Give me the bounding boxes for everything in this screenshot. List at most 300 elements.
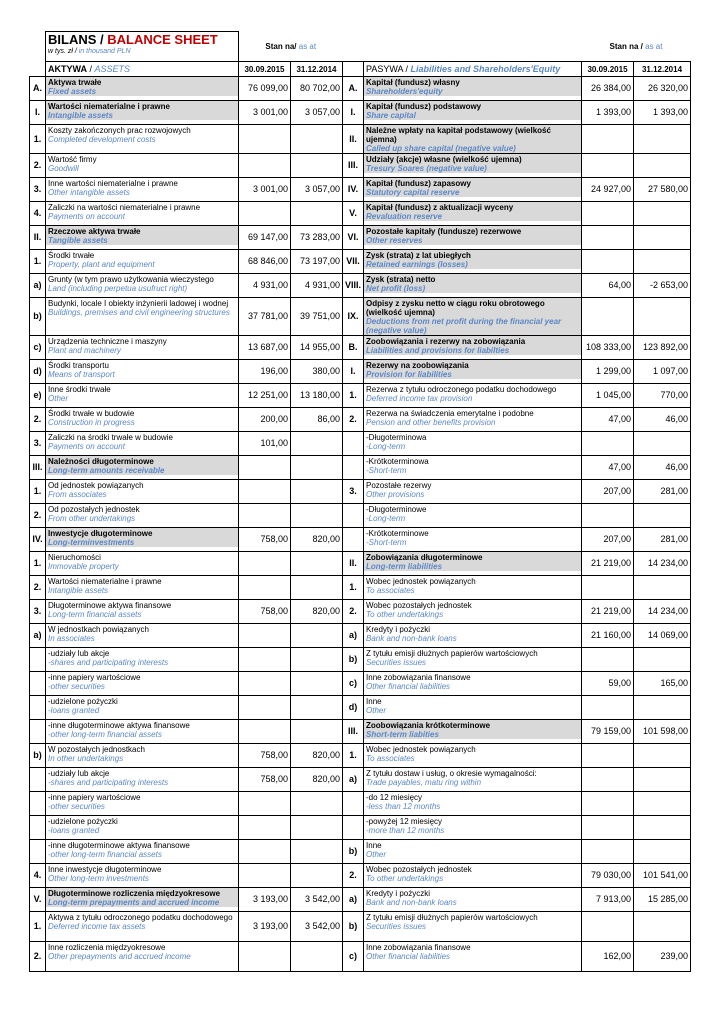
left-row-label-pl: Wartości niematerialne i prawne [48,577,162,586]
left-row-value-current: 196,00 [239,360,291,384]
right-row-label-pl: -Krótkoterminowa [366,457,429,466]
right-row-index: 1. [343,744,364,768]
left-row-value-prior [291,720,343,744]
right-row-label-pl: -do 12 miesięcy [366,793,423,802]
right-row-index: VI. [343,226,364,250]
table-row [30,154,691,178]
left-row-label-en: Long-term amounts receivable [46,466,238,475]
left-row-label-pl: Inne środki trwałe [48,385,111,394]
right-row-value-prior [634,504,691,528]
left-row-value-current: 12 251,00 [239,384,291,408]
right-row-description [364,77,582,101]
right-row-label-pl: Zobowiązania długoterminowe [364,552,581,562]
right-row-value-current [582,744,634,768]
right-row-value-current [582,226,634,250]
right-row-index [343,432,364,456]
left-row-label-en: Deferred income tax assets [48,922,146,931]
left-row-value-current: 3 001,00 [239,178,291,202]
right-row-value-current: 21 160,00 [582,624,634,648]
left-row-label-pl: -inne długoterminowe aktywa finansowe [48,841,190,850]
right-row-label-en: To associates [366,754,415,763]
left-row-label-en: Property, plant and equipment [48,260,155,269]
left-row-value-prior: 13 180,00 [291,384,343,408]
left-row-description [46,384,239,408]
left-row-index [30,648,46,672]
left-row-value-prior [291,942,343,972]
right-row-value-current: 26 384,00 [582,77,634,101]
right-row-value-prior: 15 285,00 [634,888,691,912]
left-row-description [46,250,239,274]
right-row-description [364,912,582,942]
left-row-label-pl: Inne inwestycje długoterminowe [48,865,162,874]
right-row-description [364,101,582,125]
right-row-index [343,504,364,528]
left-row-label-pl: -udziały lub akcje [48,649,110,658]
right-row-index: b) [343,648,364,672]
right-row-label-pl: Inne [366,841,382,850]
right-row-label-en: Other financial liabilities [366,682,451,691]
right-row-label-en: Pension and other benefits provision [366,418,496,427]
right-row-value-current [582,816,634,840]
left-row-value-prior [291,576,343,600]
left-row-index [30,792,46,816]
right-row-description [364,648,582,672]
right-row-value-prior: 281,00 [634,528,691,552]
left-row-index: V. [30,888,46,912]
left-row-value-prior: 820,00 [291,744,343,768]
left-row-label-en: Other prepayments and accrued income [48,952,191,961]
left-row-label-en: Long-term prepayments and accrued income [46,898,238,907]
right-row-value-prior: 14 234,00 [634,600,691,624]
right-row-label-en: Other reserves [364,236,581,245]
right-row-value-current: 21 219,00 [582,552,634,576]
right-row-value-current [582,696,634,720]
left-row-label-pl: Od jednostek powiązanych [48,481,144,490]
table-row [30,792,691,816]
left-row-description [46,480,239,504]
right-row-index [343,456,364,480]
right-row-label-en: Net profit (loss) [364,284,581,293]
right-row-label-pl: -Długoterminowe [366,505,427,514]
left-row-value-current: 3 001,00 [239,101,291,125]
right-row-label-pl: Z tytułu dostaw i usług, o okresie wymagalności: [366,769,537,778]
right-row-index: 2. [343,408,364,432]
right-row-description [364,888,582,912]
left-row-label-en: Immovable property [48,562,119,571]
right-row-index: IX. [343,298,364,336]
left-row-value-current: 37 781,00 [239,298,291,336]
left-row-value-current [239,480,291,504]
right-row-description [364,202,582,226]
right-row-index: c) [343,942,364,972]
left-row-index: b) [30,298,46,336]
left-row-index: 3. [30,178,46,202]
left-row-value-prior: 820,00 [291,600,343,624]
right-row-description [364,456,582,480]
left-row-value-prior: 4 931,00 [291,274,343,298]
date-col-4: 31.12.2014 [634,62,691,77]
left-row-value-prior [291,480,343,504]
left-row-value-current [239,720,291,744]
right-row-value-prior: 101 541,00 [634,864,691,888]
left-row-description [46,360,239,384]
right-row-value-current: 79 030,00 [582,864,634,888]
right-row-label-en: Other provisions [366,490,425,499]
table-row [30,864,691,888]
left-row-description [46,298,239,336]
left-row-value-current: 758,00 [239,744,291,768]
right-row-value-current: 64,00 [582,274,634,298]
right-row-value-prior [634,912,691,942]
table-row [30,840,691,864]
left-row-value-prior: 73 197,00 [291,250,343,274]
left-row-label-en: Intangible assets [48,586,109,595]
left-row-label-en: -shares and participating interests [48,658,169,667]
left-row-value-prior: 3 057,00 [291,101,343,125]
left-row-index: 1. [30,480,46,504]
right-row-label-en: To other undertakings [366,874,444,883]
left-row-label-en: Completed development costs [48,135,156,144]
right-row-label-pl: Zoobowiązania i rezerwy na zobowiązania [364,336,581,346]
right-row-label-en: Short-term liabities [364,730,581,739]
right-row-label-en: -Long-term [366,514,406,523]
left-row-value-prior: 380,00 [291,360,343,384]
left-row-index [30,672,46,696]
right-row-description [364,336,582,360]
left-row-value-current [239,942,291,972]
right-row-index: A. [343,77,364,101]
left-row-label-en: -other long-term financial assets [48,730,162,739]
left-row-label-en: Construction in progress [48,418,135,427]
right-row-label-en: Tresury Soares (negative value) [364,164,581,173]
left-row-label-pl: -udziały lub akcje [48,769,110,778]
left-row-value-prior [291,672,343,696]
right-row-label-en: Bank and non-bank loans [366,898,457,907]
right-row-label-en: Shareholders'equity [364,87,581,96]
left-row-value-current [239,456,291,480]
right-row-label-en: Statutory capital reserve [364,188,581,197]
table-row [30,480,691,504]
title-pl: BILANS [48,32,97,47]
right-row-value-prior [634,125,691,154]
right-row-index: II. [343,125,364,154]
table-row [30,432,691,456]
left-row-label-pl: Nieruchomości [48,553,101,562]
right-row-label-pl: Inne zobowiązania finansowe [366,673,471,682]
right-row-value-current: 1 045,00 [582,384,634,408]
left-row-description [46,816,239,840]
right-row-value-prior [634,250,691,274]
right-row-value-current [582,298,634,336]
table-row [30,384,691,408]
right-row-value-prior [634,696,691,720]
left-row-label-en: -other securities [48,682,105,691]
left-row-label-pl: W jednostkach powiązanych [48,625,149,634]
left-row-description [46,77,239,101]
table-row [30,178,691,202]
right-row-description [364,576,582,600]
right-row-label-en: Other [366,850,387,859]
balance-sheet-table [29,31,691,972]
table-row [30,600,691,624]
right-row-label-pl: Zysk (strata) z lat ubiegłych [364,250,581,260]
left-row-value-prior [291,840,343,864]
left-row-description [46,672,239,696]
right-row-value-prior: 101 598,00 [634,720,691,744]
assets-header: AKTYWA / ASSETS [46,62,239,77]
left-row-label-pl: Budynki, locale I obiekty inżynierii ladowej i wodnej [48,299,229,308]
left-row-value-current [239,552,291,576]
left-row-description [46,576,239,600]
right-row-description [364,840,582,864]
left-row-value-prior: 820,00 [291,528,343,552]
left-row-value-prior [291,696,343,720]
left-row-label-en: Buildings, premises and civil engineering structures [48,308,230,317]
right-row-index: IV. [343,178,364,202]
right-row-index: d) [343,696,364,720]
left-row-label-en: Other [48,394,69,403]
right-row-value-prior [634,576,691,600]
left-row-label-pl: Długoterminowe rozliczenia międzyokresowe [46,888,238,898]
right-row-index [343,528,364,552]
right-row-index: b) [343,912,364,942]
right-row-value-prior: 26 320,00 [634,77,691,101]
table-row [30,360,691,384]
stan-na-right: Stan na / as at [609,41,663,51]
right-row-description [364,125,582,154]
right-row-index [343,792,364,816]
right-row-label-pl: Rezerwa z tytułu odroczonego podatku dochodowego [366,385,557,394]
left-row-description [46,942,239,972]
right-row-label-en: -less than 12 months [366,802,441,811]
right-row-index: V. [343,202,364,226]
left-row-description [46,178,239,202]
right-row-label-en: Securities issues [366,922,427,931]
left-row-value-current [239,840,291,864]
left-row-value-prior [291,154,343,178]
left-row-label-pl: Rzeczowe aktywa trwałe [46,226,238,236]
left-row-label-en: Payments on account [48,212,125,221]
left-row-value-current: 758,00 [239,600,291,624]
left-row-label-en: Goodwill [48,164,79,173]
left-row-value-prior [291,624,343,648]
left-row-label-pl: -udzielone pożyczki [48,697,118,706]
left-row-value-prior: 14 955,00 [291,336,343,360]
right-row-index: VII. [343,250,364,274]
left-row-description [46,456,239,480]
left-row-label-pl: Urządzenia techniczne i maszyny [48,337,167,346]
right-row-label-pl: Pozostałe kapitały (fundusze) rezerwowe [364,226,581,236]
left-row-value-prior [291,552,343,576]
date-col-2: 31.12.2014 [291,62,343,77]
left-row-label-pl: Wartość firmy [48,155,97,164]
right-row-value-prior: 123 892,00 [634,336,691,360]
left-row-value-prior: 39 751,00 [291,298,343,336]
right-row-label-en: Securities issues [366,658,427,667]
right-row-index: 3. [343,480,364,504]
right-row-label-en: Other [366,706,387,715]
table-row [30,456,691,480]
right-row-index: a) [343,768,364,792]
left-row-index: 1. [30,552,46,576]
stan-na-left: Stan na/ as at [265,41,317,51]
unit-pl: w tys. zł [48,48,73,55]
table-row [30,528,691,552]
right-row-value-prior: 46,00 [634,456,691,480]
right-row-label-en: To other undertakings [366,610,444,619]
left-row-label-en: Land (including perpetua usufruct right) [48,284,188,293]
right-row-value-prior: 281,00 [634,480,691,504]
right-row-label-pl: Należne wpłaty na kapitał podstawowy (wielkość ujemna) [364,125,581,144]
right-row-description [364,178,582,202]
left-row-index: 4. [30,864,46,888]
left-row-label-en: -other long-term financial assets [48,850,162,859]
right-row-value-prior [634,744,691,768]
left-row-index: 2. [30,576,46,600]
right-row-value-prior: 1 393,00 [634,101,691,125]
right-row-description [364,274,582,298]
right-row-value-current: 1 393,00 [582,101,634,125]
left-row-description [46,504,239,528]
right-row-label-pl: Wobec jednostek powiązanych [366,577,476,586]
left-row-label-en: Fixed assets [46,87,238,96]
left-row-description [46,720,239,744]
table-row [30,768,691,792]
left-row-description [46,600,239,624]
left-row-index: 2. [30,504,46,528]
right-row-value-prior: -2 653,00 [634,274,691,298]
table-row [30,274,691,298]
date-col-1: 30.09.2015 [239,62,291,77]
right-row-value-current: 108 333,00 [582,336,634,360]
left-row-value-current: 13 687,00 [239,336,291,360]
left-row-label-en: Payments on account [48,442,125,451]
right-row-value-prior [634,840,691,864]
left-row-index: 1. [30,125,46,154]
right-row-value-prior: 770,00 [634,384,691,408]
left-row-label-pl: Inne wartości niematerialne i prawne [48,179,178,188]
left-row-label-en: Tangible assets [46,236,238,245]
left-row-value-prior: 3 542,00 [291,888,343,912]
left-row-label-en: From associates [48,490,107,499]
right-row-description [364,154,582,178]
left-row-value-current: 200,00 [239,408,291,432]
left-row-value-current: 68 846,00 [239,250,291,274]
right-row-label-pl: Rezerwa na świadczenia emerytalne i podobne [366,409,534,418]
right-row-label-pl: Inne [366,697,382,706]
right-row-description [364,600,582,624]
left-row-description [46,888,239,912]
right-row-index: B. [343,336,364,360]
left-row-description [46,792,239,816]
right-row-label-en: Deductions from net profit during the financial year (negative value) [364,317,581,335]
left-row-description [46,226,239,250]
table-row [30,696,691,720]
right-row-value-prior: 14 069,00 [634,624,691,648]
right-row-index: b) [343,840,364,864]
table-row [30,744,691,768]
left-row-index: 2. [30,942,46,972]
right-row-description [364,744,582,768]
date-col-3: 30.09.2015 [582,62,634,77]
right-row-label-pl: Kapitał (fundusz) podstawowy [364,101,581,111]
left-row-value-current [239,864,291,888]
left-row-label-pl: -inne papiery wartościowe [48,793,141,802]
left-row-label-en: From other undertakings [48,514,136,523]
right-row-description [364,528,582,552]
left-row-index: a) [30,624,46,648]
left-row-description [46,408,239,432]
left-row-index: I. [30,101,46,125]
right-row-value-prior: 165,00 [634,672,691,696]
right-row-label-en: Called up share capital (negative value) [364,144,581,153]
right-row-value-prior [634,226,691,250]
left-row-value-current: 4 931,00 [239,274,291,298]
right-row-value-current [582,202,634,226]
right-row-index: 2. [343,600,364,624]
left-row-index: 1. [30,250,46,274]
left-row-description [46,696,239,720]
right-row-description [364,624,582,648]
right-row-value-prior [634,768,691,792]
left-row-value-prior [291,125,343,154]
right-row-value-prior: 239,00 [634,942,691,972]
right-row-description [364,696,582,720]
left-row-label-en: Other intangible assets [48,188,130,197]
left-row-description [46,648,239,672]
right-row-value-prior [634,792,691,816]
right-row-description [364,552,582,576]
table-row [30,125,691,154]
left-row-value-prior: 86,00 [291,408,343,432]
left-row-value-current [239,816,291,840]
right-row-description [364,942,582,972]
right-row-value-prior: 46,00 [634,408,691,432]
right-row-description [364,504,582,528]
right-row-label-pl: -Długoterminowa [366,433,427,442]
left-row-value-current [239,792,291,816]
right-row-label-pl: Rezerwy na zoobowiązania [364,360,581,370]
left-row-label-en: In other undertakings [48,754,124,763]
right-row-value-prior: 27 580,00 [634,178,691,202]
left-row-value-current: 76 099,00 [239,77,291,101]
right-row-label-en: Share capital [364,111,581,120]
right-row-value-prior [634,154,691,178]
left-row-label-pl: Inwestycje długoterminowe [46,528,238,538]
right-row-label-pl: Odpisy z zysku netto w ciągu roku obrotowego (wielkość ujemna) [364,298,581,317]
right-row-index: I. [343,360,364,384]
left-row-label-pl: Zaliczki na wartości niematerialne i prawne [48,203,201,212]
right-row-label-en: To associates [366,586,415,595]
right-row-value-current: 47,00 [582,408,634,432]
left-row-value-prior: 3 057,00 [291,178,343,202]
table-row [30,408,691,432]
left-row-value-current [239,672,291,696]
right-row-value-prior: 1 097,00 [634,360,691,384]
table-row [30,816,691,840]
table-row [30,250,691,274]
left-row-label-pl: -inne papiery wartościowe [48,673,141,682]
left-row-label-pl: Aktywa z tytułu odroczonego podatku dochodowego [48,913,233,922]
right-row-label-pl: Kredyty i pożyczki [366,625,431,634]
right-row-value-current [582,125,634,154]
right-row-description [364,792,582,816]
right-row-description [364,864,582,888]
left-row-label-pl: Wartości niematerialne i prawne [46,101,238,111]
table-row [30,648,691,672]
right-row-description [364,226,582,250]
right-row-index: 2. [343,864,364,888]
